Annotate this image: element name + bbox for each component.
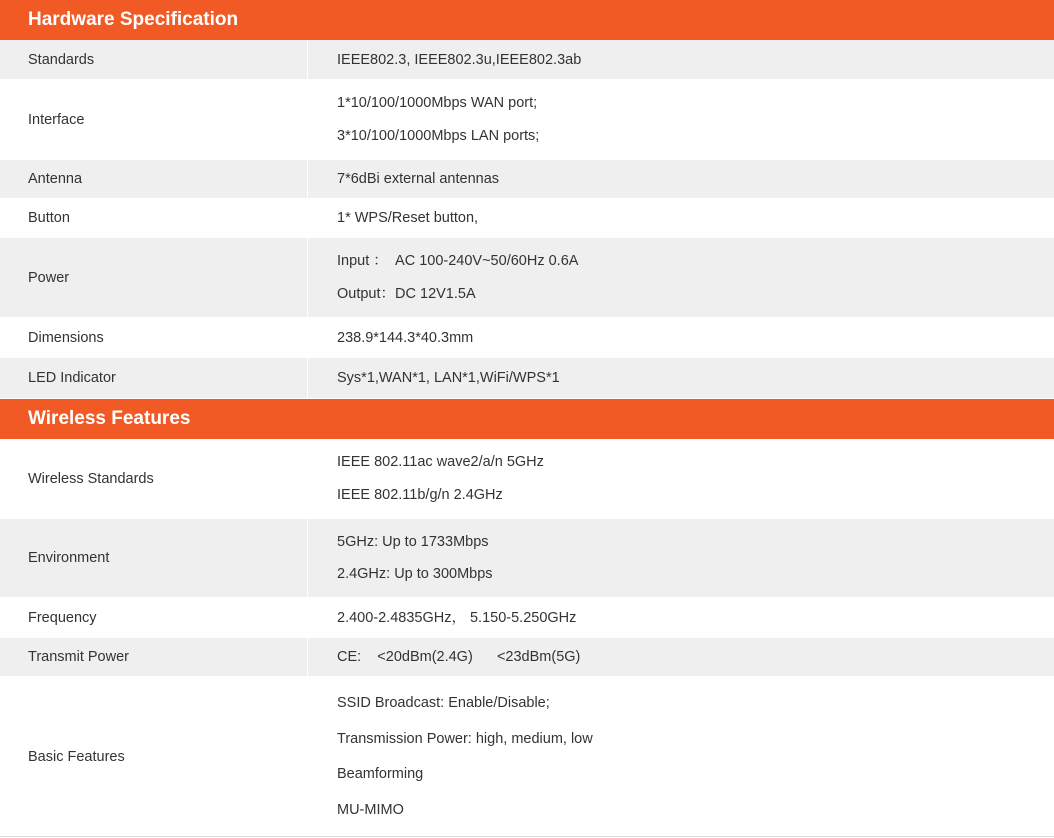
row-values	[308, 519, 1054, 597]
row-label: Button	[0, 199, 308, 237]
row-value: Sys*1,WAN*1, LAN*1,WiFi/WPS*1	[337, 370, 560, 386]
hardware-section-title: Hardware Specification	[28, 9, 239, 30]
spec-row-wireless-standards	[0, 439, 1054, 519]
spec-row-dimensions	[0, 318, 1054, 358]
row-label: Wireless Standards	[0, 439, 308, 518]
row-values	[308, 199, 1054, 237]
row-label: Dimensions	[0, 318, 308, 357]
row-values	[308, 160, 1054, 198]
spec-row-button	[0, 199, 1054, 238]
row-value: 1*10/100/1000Mbps WAN port;	[337, 95, 538, 111]
row-label: Standards	[0, 40, 308, 79]
row-values	[308, 439, 1054, 518]
row-values	[308, 677, 1054, 836]
row-values	[308, 638, 1054, 676]
spec-row-frequency	[0, 598, 1054, 638]
row-value: SSID Broadcast: Enable/Disable;	[337, 694, 550, 711]
row-value: Beamforming	[337, 766, 424, 783]
row-label: Antenna	[0, 160, 308, 198]
row-value: 2.4GHz: Up to 300Mbps	[337, 566, 493, 583]
row-value: Output：DC 12V1.5A	[337, 286, 476, 302]
row-value: 238.9*144.3*40.3mm	[337, 329, 474, 346]
spec-row-environment	[0, 519, 1054, 598]
row-value: Input ： AC 100-240V~50/60Hz 0.6A	[337, 253, 579, 269]
row-values	[308, 80, 1054, 159]
spec-row-basic-features	[0, 677, 1054, 837]
row-values	[308, 238, 1054, 317]
row-value: CE: <20dBm(2.4G) <23dBm(5G)	[337, 649, 581, 665]
row-label: LED Indicator	[0, 358, 308, 398]
row-value: IEEE802.3, IEEE802.3u,IEEE802.3ab	[337, 51, 582, 68]
row-label: Basic Features	[0, 677, 308, 836]
wireless-section-header	[0, 399, 1054, 439]
row-value: IEEE 802.11b/g/n 2.4GHz	[337, 487, 503, 503]
row-value: MU-MIMO	[337, 802, 404, 819]
wireless-section-title: Wireless Features	[28, 408, 191, 429]
row-value: 1* WPS/Reset button,	[337, 210, 479, 226]
row-value: IEEE 802.11ac wave2/a/n 5GHz	[337, 454, 544, 470]
row-value: 5GHz: Up to 1733Mbps	[337, 533, 489, 550]
spec-row-antenna	[0, 160, 1054, 199]
row-values	[308, 358, 1054, 398]
spec-row-transmit-power	[0, 638, 1054, 677]
hardware-section-header	[0, 0, 1054, 40]
row-values	[308, 318, 1054, 357]
row-value: Transmission Power: high, medium, low	[337, 730, 593, 747]
spec-row-standards	[0, 40, 1054, 80]
row-value: 7*6dBi external antennas	[337, 171, 500, 187]
row-label: Environment	[0, 519, 308, 597]
row-values	[308, 40, 1054, 79]
row-values	[308, 598, 1054, 637]
spec-row-power	[0, 238, 1054, 318]
row-value: 3*10/100/1000Mbps LAN ports;	[337, 128, 540, 144]
row-label: Frequency	[0, 598, 308, 637]
spec-row-interface	[0, 80, 1054, 160]
spec-row-led-indicator	[0, 358, 1054, 399]
row-label: Power	[0, 238, 308, 317]
row-label: Interface	[0, 80, 308, 159]
row-value: 2.400-2.4835GHz， 5.150-5.250GHz	[337, 609, 577, 626]
row-label: Transmit Power	[0, 638, 308, 676]
